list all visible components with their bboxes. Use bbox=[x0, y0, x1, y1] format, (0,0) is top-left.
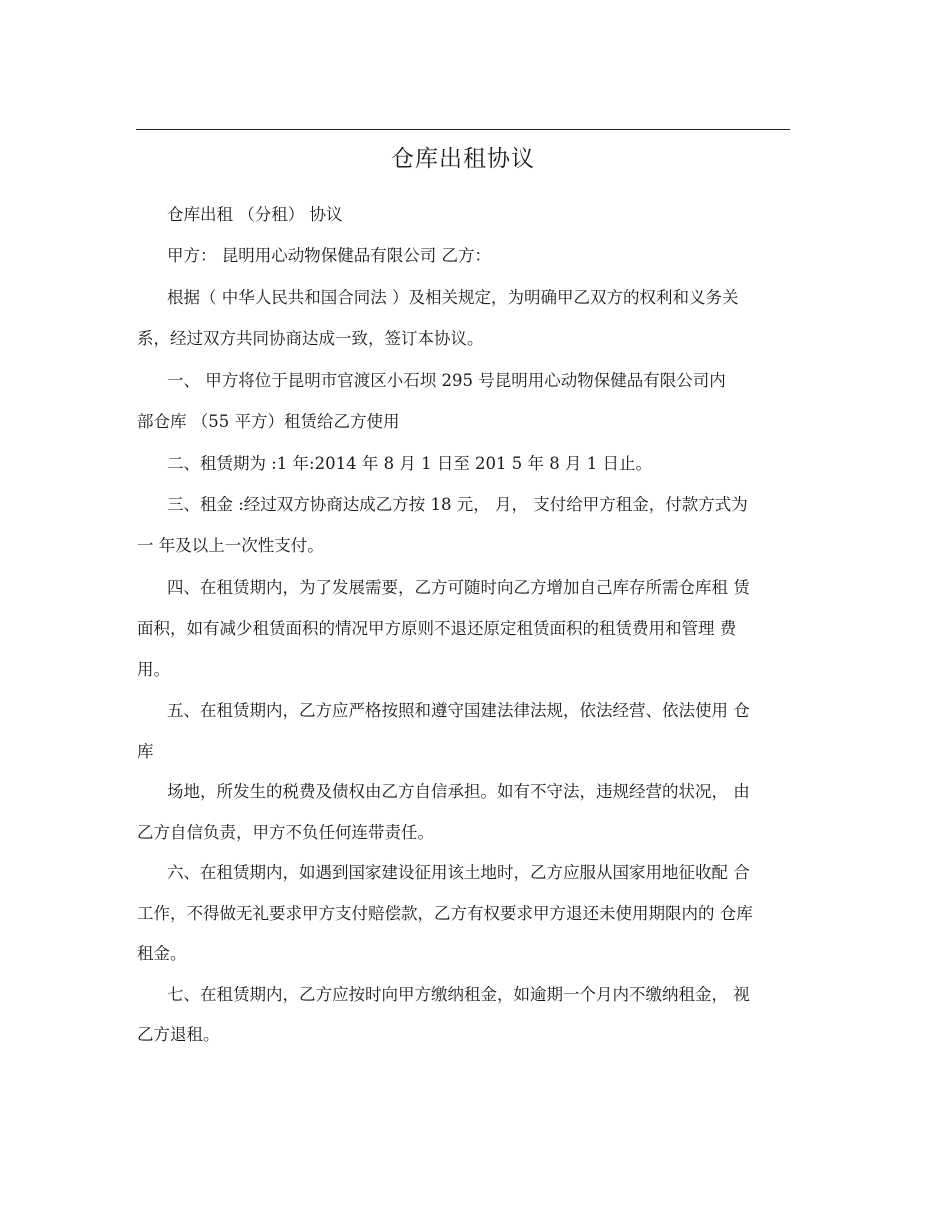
header-rule bbox=[136, 129, 790, 130]
text-line: 六、在租赁期内，如遇到国家建设征用该土地时，乙方应服从国家用地征收配 合 bbox=[167, 863, 750, 882]
text-line: 乙方自信负责，甲方不负任何连带责任。 bbox=[137, 823, 434, 842]
text-line: 场地，所发生的税费及债权由乙方自信承担。如有不守法，违规经营的状况， 由 bbox=[167, 782, 750, 801]
text-line: 甲方： 昆明用心动物保健品有限公司 乙方： bbox=[167, 246, 491, 265]
text-line: 四、在租赁期内，为了发展需要，乙方可随时向乙方增加自己库存所需仓库租 赁 bbox=[167, 578, 750, 597]
text-line: 五、在租赁期内，乙方应严格按照和遵守国建法律法规，依法经营、依法使用 仓 bbox=[167, 701, 750, 720]
text-line: 根据（ 中华人民共和国合同法 ）及相关规定，为明确甲乙双方的权利和义务关 bbox=[167, 288, 739, 307]
text-line: 面积，如有减少租赁面积的情况甲方原则不退还原定租赁面积的租赁费用和管理 费 bbox=[137, 619, 737, 638]
text-line: 乙方退租。 bbox=[137, 1025, 220, 1044]
text-line: 租金。 bbox=[137, 944, 187, 963]
text-line: 系，经过双方共同协商达成一致，签订本协议。 bbox=[137, 329, 484, 348]
text-line: 一、 甲方将位于昆明市官渡区小石坝 295 号昆明用心动物保健品有限公司内 bbox=[167, 371, 726, 390]
text-line: 三、租金 :经过双方协商达成乙方按 18 元， 月， 支付给甲方租金，付款方式为 bbox=[167, 495, 748, 514]
text-line: 库 bbox=[137, 742, 154, 761]
text-line: 一 年及以上一次性支付。 bbox=[137, 536, 324, 555]
text-line: 二、租赁期为 :1 年:2014 年 8 月 1 日至 201 5 年 8 月 1 日止。 bbox=[167, 454, 653, 473]
text-line: 七、在租赁期内，乙方应按时向甲方缴纳租金，如逾期一个月内不缴纳租金， 视 bbox=[167, 985, 750, 1004]
text-line: 仓库出租 （分租） 协议 bbox=[167, 205, 343, 224]
text-line: 工作，不得做无礼要求甲方支付赔偿款，乙方有权要求甲方退还未使用期限内的 仓库 bbox=[137, 904, 753, 923]
text-line: 部仓库 （55 平方）租赁给乙方使用 bbox=[137, 412, 400, 431]
text-line: 用。 bbox=[137, 660, 170, 679]
document-title: 仓库出租协议 bbox=[391, 146, 535, 172]
